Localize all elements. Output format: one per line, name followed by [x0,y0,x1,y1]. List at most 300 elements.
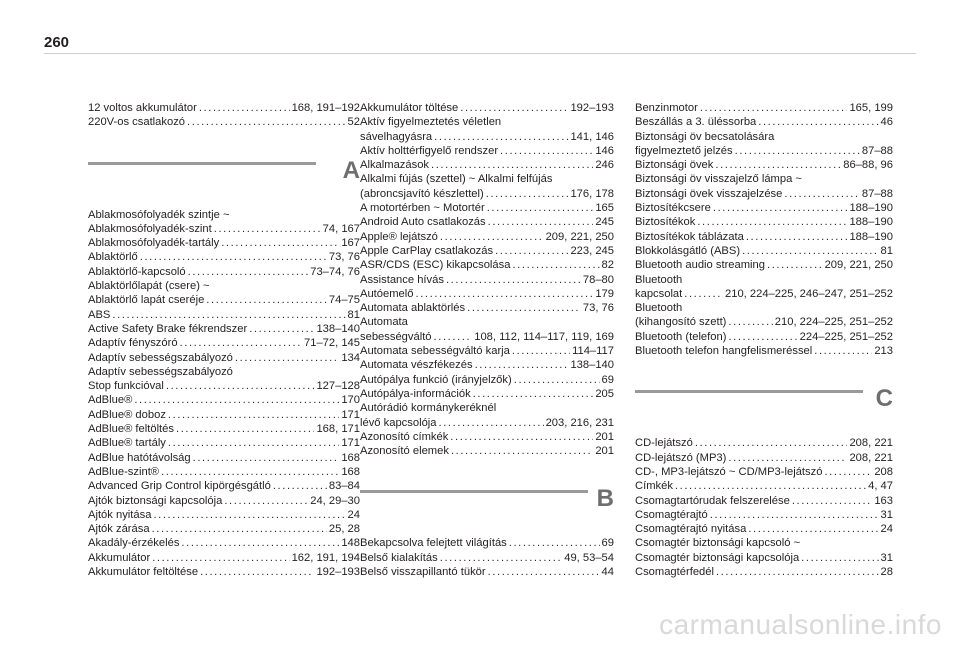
dot-leader [434,330,473,344]
index-entry [635,244,893,258]
index-entry [360,244,614,258]
page-reference: 162, 191, 194 [291,551,360,564]
page-number: 260 [44,34,70,51]
index-entry [360,444,614,458]
index-term: Biztosítékok táblázata [635,230,744,243]
dot-leader [473,387,594,401]
index-entry [635,344,893,358]
page-reference: 24, 29–30 [310,494,360,507]
index-entry [635,201,893,215]
index-entry [88,494,360,508]
dot-leader [713,201,848,215]
page-reference: 69 [601,373,614,386]
index-entry-line [635,315,893,329]
index-entry-line [360,130,614,144]
dot-leader [697,215,847,229]
index-term: Biztosítékok [635,216,696,229]
index-term: Ajtók nyitása [88,508,152,521]
index-entry-line [635,494,893,508]
index-entry [88,322,360,336]
dot-leader [187,115,346,129]
dot-leader [152,551,289,565]
index-term: Csomagtér biztonsági kapcsolója [635,551,800,564]
index-entry-line [88,393,360,407]
page-reference: 87–88 [861,187,893,200]
index-entry [88,208,360,237]
dot-leader [214,222,321,236]
index-entry [88,279,360,308]
page-reference: 127–128 [316,380,360,393]
page-reference: 210, 224–225, 246–247, 251–252 [725,287,893,300]
page-reference: 46 [880,116,893,129]
index-entry-line [360,373,614,387]
index-term: Advanced Grip Control kipörgésgátló [88,480,271,493]
page-reference: 74–75 [328,294,360,307]
index-term: Biztonsági övek visszajelzése [635,187,783,200]
page-reference: 49, 53–54 [564,551,614,564]
index-column-1 [88,101,360,579]
page-reference: 213 [874,345,893,358]
index-entry [88,522,360,536]
index-term: ABS [88,308,111,321]
page-reference: 31 [880,551,893,564]
dot-leader [140,250,327,264]
dot-leader [273,479,327,493]
index-entry-line [88,101,360,115]
index-entry [360,258,614,272]
index-entry-line [635,522,893,536]
index-term: AdBlue® [88,394,133,407]
index-entry-line [88,265,360,279]
index-term: CD-lejátszó (MP3) [635,451,727,464]
index-entry-line [360,244,614,258]
index-term: AdBlue® tartály [88,437,166,450]
index-entry-line [635,230,893,244]
index-entry [635,565,893,579]
page-reference: 81 [347,308,360,321]
dot-leader [728,315,772,329]
index-entry [360,158,614,172]
index-term: Autópálya funkció (irányjelzők) [360,373,512,386]
index-term: Automata sebességváltó karja [360,345,510,358]
index-term: Azonosító elemek [360,445,449,458]
index-entry [88,479,360,493]
page-reference: 165, 199 [849,102,893,114]
index-term: (abroncsjavító készlettel) [360,187,484,200]
dot-leader [758,115,878,129]
dot-leader [512,258,599,272]
index-term: Biztonsági öv visszajelző lámpa ~ [635,173,802,186]
index-entry [360,287,614,301]
page-reference: 87–88 [861,144,893,157]
index-term: Alkalmazások [360,159,430,172]
page-reference: 86–88, 96 [843,159,893,172]
index-term: sávelhagyásra [360,130,433,143]
index-entry-line [88,115,360,129]
dot-leader [112,308,345,322]
index-term: Adaptív sebességszabályozó [88,351,233,364]
page-reference: 188–190 [849,202,893,215]
dot-leader [460,101,568,115]
index-entry [360,344,614,358]
index-entry [88,451,360,465]
page-reference: 203, 216, 231 [545,416,614,429]
index-term: Aktív holttérfigyelő rendszer [360,144,499,157]
page-reference: 73, 76 [328,251,360,264]
section-rule [635,390,863,393]
dot-leader [735,144,860,158]
page-reference: 209, 221, 250 [824,259,893,272]
index-term: CD-lejátszó [635,437,693,450]
index-entry [360,430,614,444]
index-entry [360,565,614,579]
index-term: AdBlue-szint® [88,465,160,478]
index-entry [635,273,893,302]
index-entry-line [360,536,614,550]
dot-leader [168,408,339,422]
dot-leader [467,301,581,315]
page-reference: 74, 167 [322,222,360,235]
dot-leader [416,287,594,301]
dot-leader [181,536,339,550]
index-entry-line [88,336,360,350]
index-term: Akadály-érzékelés [88,537,180,550]
dot-leader [700,101,848,115]
index-term: Ajtók zárása [88,523,150,536]
index-entry-line [635,465,893,479]
page-reference: 44 [601,566,614,579]
index-entry [88,565,360,579]
index-entry-line [635,101,893,115]
dot-leader [487,201,594,215]
page-reference: 201 [595,430,614,443]
dot-leader [715,158,841,172]
section-letter: C [875,385,893,413]
dot-leader [440,230,544,244]
page-reference: 163 [874,494,893,507]
index-entry-line [88,351,360,365]
index-term: Apple® lejátszó [360,230,438,243]
index-entry-line [88,322,360,336]
dot-leader [439,416,544,430]
index-entry-line [88,494,360,508]
index-entry-line [635,258,893,272]
section-letter: B [596,485,614,513]
dot-leader [180,336,302,350]
index-term: Biztosítékcsere [635,202,711,215]
page-reference: 245 [595,216,614,229]
index-entry-line [635,451,893,465]
index-entry-line [88,436,360,450]
section-header [635,380,893,436]
index-entry-line [88,379,360,393]
dot-leader [434,130,568,144]
index-entry-line [635,115,893,129]
index-term: Blokkolásgátló (ABS) [635,244,741,257]
page-reference: 25, 28 [328,523,360,536]
index-term: Assistance hívás [360,273,444,286]
index-entry [360,273,614,287]
index-entry [88,536,360,550]
index-term: Biztonsági övek [635,159,714,172]
index-entry [635,494,893,508]
index-entry [635,230,893,244]
page-reference: 201 [595,445,614,458]
page-reference: 192–193 [570,102,614,114]
page-reference: 168, 171 [316,423,360,436]
index-term: Automata ablaktörlés [360,302,466,315]
index-term: CD-, MP3-lejátszó ~ CD/MP3-lejátszó [635,465,823,478]
dot-leader [200,565,314,579]
index-entry [635,158,893,172]
page-reference: 224–225, 251–252 [799,330,893,343]
dot-leader [801,551,878,565]
dot-leader [451,444,593,458]
index-column-2 [360,101,614,579]
page-reference: 176, 178 [570,187,614,200]
index-entry [360,115,614,144]
index-entry [88,422,360,436]
index-entry [88,465,360,479]
index-entry [88,308,360,322]
index-term: Autóemelő [360,287,414,300]
index-term: Csomagtartórudak felszerelése [635,494,790,507]
index-term: ASR/CDS (ESC) kikapcsolása [360,259,511,272]
index-term: Ablakmosófolyadék szintje ~ [88,208,230,221]
dot-leader [824,465,872,479]
index-term: Bluetooth (telefon) [635,330,727,343]
index-entry [360,301,614,315]
page-reference: 82 [601,259,614,272]
index-entry [88,115,360,129]
dot-leader [784,187,860,201]
dot-leader [153,508,345,522]
index-entry-line [88,222,360,236]
index-term: sebességváltó [360,330,432,343]
dot-leader [235,351,339,365]
page-reference: 138–140 [570,359,614,372]
page-reference: 138–140 [316,322,360,335]
index-term: Akkumulátor töltése [360,102,459,114]
index-entry-line [88,250,360,264]
page-reference: 134 [341,351,360,364]
index-term: Automata vészfékezés [360,359,473,372]
index-entry-line [635,244,893,258]
index-entry [635,436,893,450]
index-entry [88,101,360,115]
page-reference: 81 [880,244,893,257]
page-reference: 167 [341,237,360,250]
index-term: Ablaktörlőlapát (csere) ~ [88,280,210,293]
index-term: Autórádió kormánykeréknél [360,402,497,415]
index-entry-line [88,422,360,436]
section-letter: A [342,156,360,184]
index-term: Belső kialakítás [360,551,438,564]
index-term: Ablaktörlő [88,251,138,264]
page-reference: 208 [874,465,893,478]
dot-leader [249,322,314,336]
index-entry [635,172,893,201]
dot-leader [675,479,866,493]
index-entry [360,387,614,401]
page-reference: 148 [341,537,360,550]
index-term: Ablaktörlő-kapcsoló [88,265,186,278]
page-reference: 165 [595,202,614,215]
page-reference: 141, 146 [570,130,614,143]
index-entry [635,258,893,272]
index-entry-line [88,408,360,422]
dot-leader [134,393,339,407]
index-term: Csomagtér biztonsági kapcsoló ~ [635,537,801,550]
index-term: AdBlue® feltöltés [88,423,174,436]
page-reference: 168 [341,465,360,478]
page-reference: 171 [341,437,360,450]
index-term: Bekapcsolva felejtett világítás [360,537,507,550]
page-reference: 179 [595,287,614,300]
index-term: (kihangosító szett) [635,316,727,329]
index-entry [360,536,614,550]
index-entry [360,201,614,215]
dot-leader [695,436,848,450]
index-term: 12 voltos akkumulátor [88,102,197,114]
index-entry-line [88,308,360,322]
index-term: figyelmeztető jelzés [635,144,733,157]
index-term: 220V-os csatlakozó [88,116,186,129]
index-term: Autópálya-információk [360,387,471,400]
index-entry-line [635,330,893,344]
index-term: AdBlue hatótávolság [88,451,191,464]
page-reference: 223, 245 [570,244,614,257]
index-entry [635,215,893,229]
page-reference: 208, 221 [849,451,893,464]
index-entry-line [360,444,614,458]
page-reference: 4, 47 [868,480,893,493]
page-reference: 146 [595,144,614,157]
index-entry [360,230,614,244]
index-entry [360,358,614,372]
index-term: Alkalmi fújás (szettel) ~ Alkalmi felfújás [360,173,553,186]
index-term: AdBlue® doboz [88,408,166,421]
index-entry-line [360,344,614,358]
index-entry [635,330,893,344]
page-reference: 208, 221 [849,437,893,450]
index-entry [88,265,360,279]
index-entry [360,401,614,430]
index-term: Ablakmosófolyadék-tartály [88,237,220,250]
dot-leader [166,379,315,393]
index-term: A motortérben ~ Motortér [360,202,485,215]
index-entry-line [635,187,893,201]
index-entry-line [635,344,893,358]
index-entry-line [635,215,893,229]
index-entry-line [88,522,360,536]
index-entry-line [360,416,614,430]
index-entry-line [635,158,893,172]
index-entry [88,250,360,264]
index-term: lévő kapcsolója [360,416,437,429]
dot-leader [440,551,562,565]
dot-leader [161,465,339,479]
dot-leader [431,158,593,172]
page-reference: 188–190 [849,230,893,243]
index-entry-line [360,301,614,315]
index-entry-line [360,187,614,201]
dot-leader [168,436,339,450]
dot-leader [684,287,723,301]
dot-leader [188,265,309,279]
index-entry [360,172,614,201]
dot-leader [512,344,570,358]
section-header [360,480,614,536]
dot-leader [486,187,569,201]
index-column-3 [635,101,893,579]
dot-leader [742,244,878,258]
page-reference: 188–190 [849,216,893,229]
index-term: Bluetooth telefon hangfelismeréssel [635,345,813,358]
index-entry [635,115,893,129]
index-entry-line [635,565,893,579]
index-entry [360,101,614,115]
dot-leader [450,430,593,444]
dot-leader [746,230,848,244]
index-entry-line [635,287,893,301]
section-header [88,152,360,208]
index-term: Stop funkcióval [88,380,164,393]
index-entry-line [88,451,360,465]
dot-leader [509,536,600,550]
dot-leader [206,293,327,307]
section-rule [88,162,316,165]
index-entry-line [360,230,614,244]
page-reference: 171 [341,408,360,421]
index-entry-line [88,236,360,250]
index-entry-line [360,330,614,344]
section-rule [360,490,588,493]
page-reference: 205 [595,387,614,400]
dot-leader [193,451,340,465]
index-entry [88,436,360,450]
index-entry-line [360,551,614,565]
index-term: Akkumulátor [88,551,151,564]
index-entry [360,315,614,344]
index-term: Csomagtérajtó [635,508,708,521]
index-entry-line [635,479,893,493]
page-reference: 73, 76 [582,302,614,315]
index-entry [88,408,360,422]
page-reference: 24 [347,508,360,521]
dot-leader [446,273,581,287]
dot-leader [221,236,339,250]
index-entry [88,351,360,365]
index-entry-line [360,565,614,579]
page-reference: 210, 224–225, 251–252 [774,316,893,329]
index-entry [635,479,893,493]
dot-leader [152,522,327,536]
index-entry-line [88,479,360,493]
page-reference: 168 [341,451,360,464]
index-entry-line [360,215,614,229]
index-entry-line [360,430,614,444]
index-entry-line [635,551,893,565]
dot-leader [792,494,872,508]
page-reference: 31 [880,508,893,521]
page-reference: 209, 221, 250 [545,230,614,243]
index-term: Active Safety Brake fékrendszer [88,322,248,335]
index-entry-line [360,158,614,172]
dot-leader [495,244,568,258]
dot-leader [728,330,797,344]
index-entry [360,373,614,387]
